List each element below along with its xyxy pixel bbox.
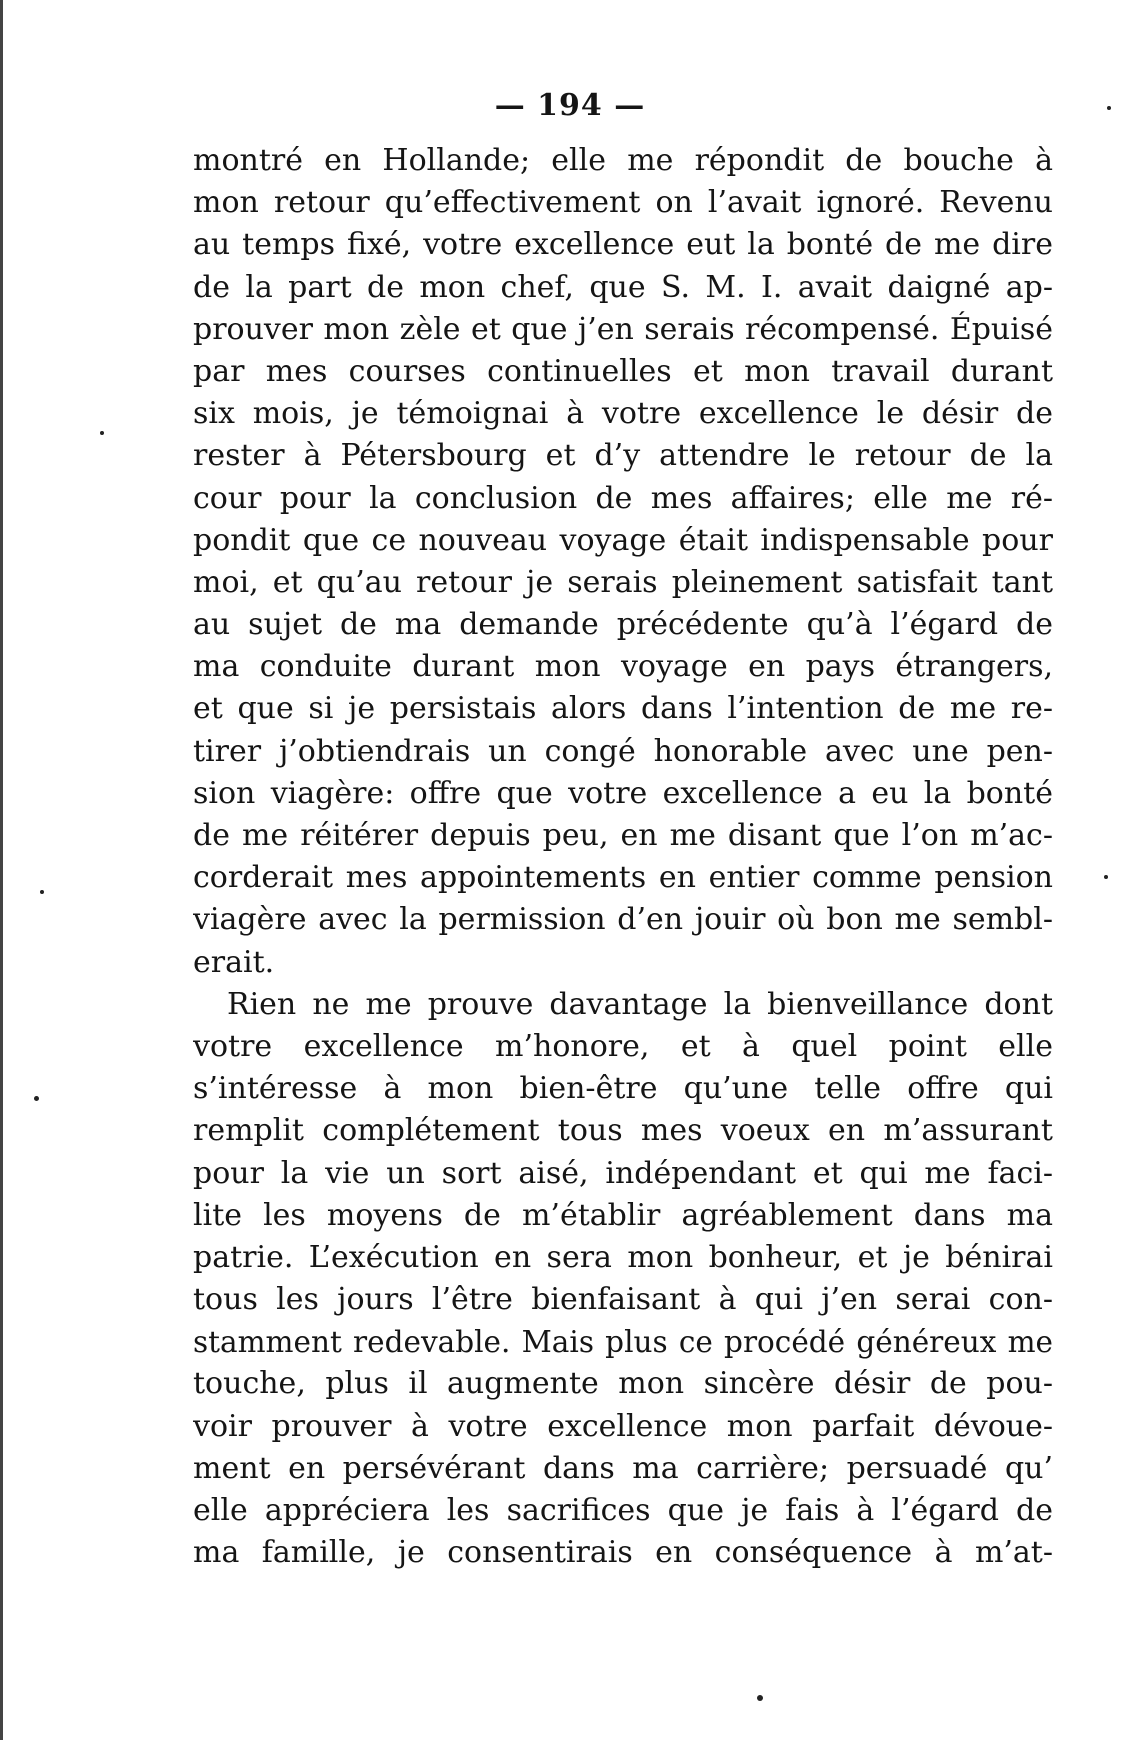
text-line: tous les jours l’être bienfaisant à qui j’en serai con- (193, 1282, 1053, 1318)
text-line: rester à Pétersbourg et d’y attendre le retour de la (193, 438, 1053, 474)
text-line: corderait mes appointements en entier comme pension (193, 860, 1053, 896)
text-line: prouver mon zèle et que j’en serais récompensé. Épuisé (193, 311, 1053, 347)
scan-speck (757, 1695, 763, 1701)
text-line: viagère avec la permission d’en jouir où bon me sembl- (193, 902, 1053, 938)
text-line: ma famille, je consentirais en conséquence à m’at- (193, 1535, 1053, 1571)
page-edge (0, 0, 3, 1740)
text-line: pour la vie un sort aisé, indépendant et qui me faci- (193, 1155, 1053, 1191)
text-line: au temps fixé, votre excellence eut la bonté de me dire (193, 227, 1053, 263)
text-line: Rien ne me prouve davantage la bienveillance dont (227, 986, 1053, 1022)
text-line: remplit complétement tous mes voeux en m’assurant (193, 1113, 1053, 1149)
text-line: ment en persévérant dans ma carrière; persuadé qu’ (193, 1450, 1053, 1486)
text-line: erait. (193, 944, 275, 980)
text-line: pondit que ce nouveau voyage était indispensable pour (193, 522, 1053, 558)
text-line: au sujet de ma demande précédente qu’à l’égard de (193, 607, 1053, 643)
text-line: et que si je persistais alors dans l’intention de me re- (193, 691, 1053, 727)
text-line: lite les moyens de m’établir agréablement dans ma (193, 1197, 1053, 1233)
scan-speck (34, 1096, 39, 1101)
text-line: touche, plus il augmente mon sincère désir de pou- (193, 1366, 1053, 1402)
text-line: six mois, je témoignai à votre excellence le désir de (193, 396, 1053, 432)
text-line: mon retour qu’effectivement on l’avait ignoré. Revenu (193, 185, 1053, 221)
scan-speck (40, 890, 44, 894)
scan-speck (1107, 106, 1111, 110)
text-line: par mes courses continuelles et mon travail durant (193, 353, 1053, 389)
text-line: stamment redevable. Mais plus ce procédé généreux me (193, 1325, 1053, 1360)
text-line: voir prouver à votre excellence mon parfait dévoue- (193, 1408, 1053, 1444)
page-number: — 194 — (494, 88, 646, 123)
body-text (193, 140, 1053, 1574)
text-line: montré en Hollande; elle me répondit de bouche à (193, 143, 1053, 178)
text-line: sion viagère: offre que votre excellence a eu la bonté (193, 775, 1053, 811)
scan-speck (1104, 875, 1108, 879)
text-line: ma conduite durant mon voyage en pays étrangers, (193, 649, 1053, 685)
text-line: votre excellence m’honore, et à quel point elle (193, 1028, 1053, 1064)
text-line: tirer j’obtiendrais un congé honorable avec une pen- (193, 733, 1053, 769)
text-line: patrie. L’exécution en sera mon bonheur, et je bénirai (193, 1239, 1053, 1275)
text-line: s’intéresse à mon bien-être qu’une telle offre qui (193, 1071, 1053, 1107)
text-line: cour pour la conclusion de mes affaires; elle me ré- (193, 480, 1053, 516)
scan-speck (100, 431, 104, 435)
text-line: de me réitérer depuis peu, en me disant que l’on m’ac- (193, 818, 1053, 853)
text-line: de la part de mon chef, que S. M. I. avait daigné ap- (193, 269, 1053, 305)
text-line: moi, et qu’au retour je serais pleinement satisfait tant (193, 564, 1053, 600)
text-line: elle appréciera les sacrifices que je fais à l’égard de (193, 1493, 1053, 1528)
